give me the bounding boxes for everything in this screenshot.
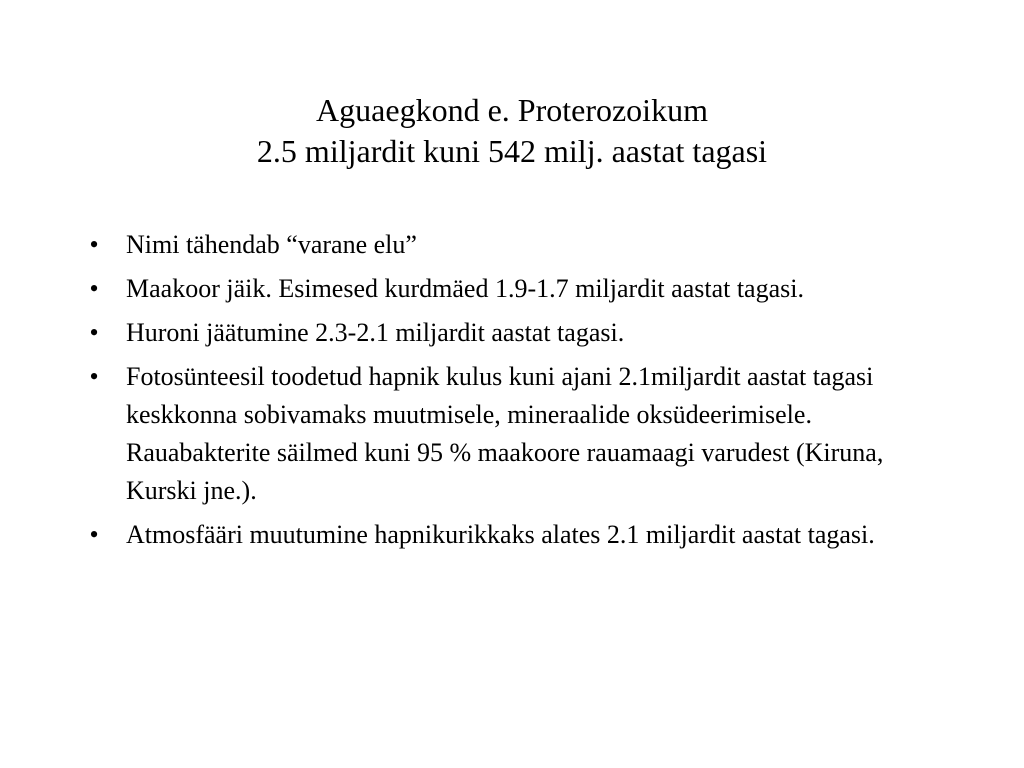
bullet-item: [84, 516, 954, 554]
bullet-text: Atmosfääri muutumine hapnikurikkaks alates 2.1 miljardit aastat tagasi.: [126, 520, 875, 549]
bullet-list: [84, 226, 954, 560]
bullet-text: Fotosünteesil toodetud hapnik kulus kuni ajani 2.1miljardit aastat tagasi keskkonna sobivamaks muutmisele, mineraalide oksüdeerimisele. Rauabakterite säilmed kuni 95 % maakoore rauamaagi varudest (Kiruna, Kurski jne.).: [126, 362, 884, 505]
title-line-2: 2.5 miljardit kuni 542 milj. aastat tagasi: [256, 133, 768, 169]
bullet-text: Nimi tähendab “varane elu”: [126, 230, 417, 259]
bullet-marker: •: [89, 362, 99, 391]
bullet-marker: •: [89, 230, 99, 259]
bullet-item: [84, 358, 954, 510]
bullet-item: [84, 270, 954, 308]
bullet-text: Huroni jäätumine 2.3-2.1 miljardit aastat tagasi.: [126, 318, 625, 347]
bullet-text: Maakoor jäik. Esimesed kurdmäed 1.9-1.7 miljardit aastat tagasi.: [126, 274, 804, 303]
bullet-item: [84, 226, 954, 264]
title-line-1: Aguaegkond e. Proterozoikum: [316, 92, 708, 128]
bullet-marker: •: [89, 274, 99, 303]
bullet-marker: •: [89, 318, 99, 347]
bullet-marker: •: [89, 520, 99, 549]
bullet-item: [84, 314, 954, 352]
slide-title: [100, 90, 924, 172]
